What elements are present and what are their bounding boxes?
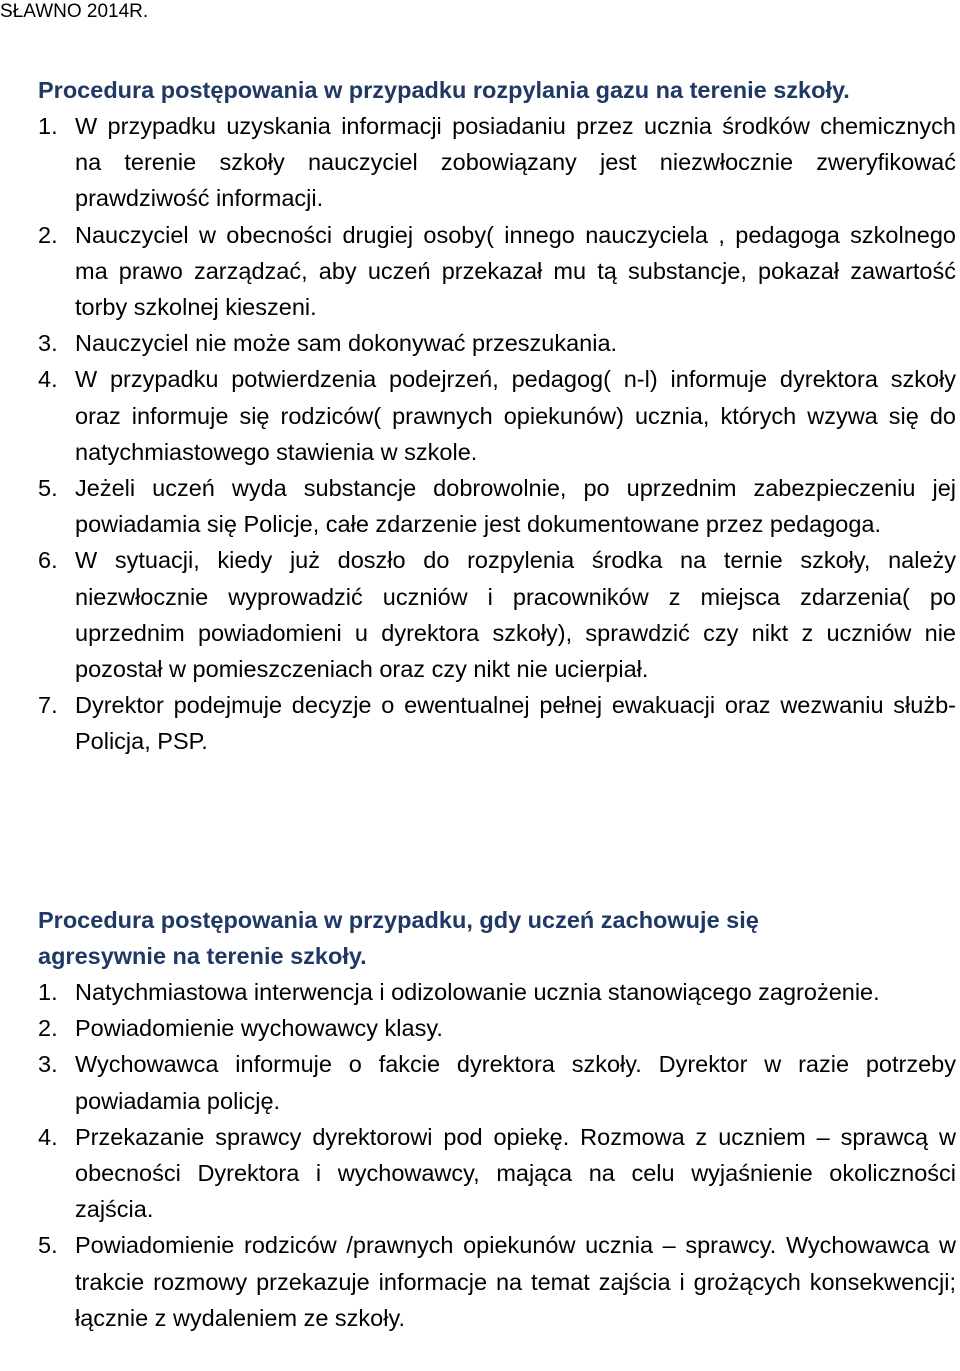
item-number: 5. — [38, 475, 58, 502]
list-item — [38, 687, 960, 759]
item-number: 5. — [38, 1232, 58, 1259]
list-item — [38, 361, 960, 470]
item-text: Dyrektor podejmuje decyzje o ewentualnej pełnej ewakuacji oraz wezwaniu służb- Policja, PSP. — [75, 692, 956, 755]
item-text: W przypadku uzyskania informacji posiadaniu przez ucznia środków chemicznych na terenie szkoły nauczyciel zobowiązany jest niezwłocznie zweryfikować prawdziwość informacji. — [75, 113, 956, 212]
item-number: 2. — [38, 221, 58, 248]
item-number: 1. — [38, 979, 58, 1005]
list-item — [38, 1227, 960, 1336]
item-number: 2. — [38, 1015, 58, 1042]
item-text: Nauczyciel nie może sam dokonywać przeszukania. — [75, 330, 618, 357]
item-number: 3. — [38, 330, 58, 357]
item-number: 4. — [38, 366, 58, 393]
list-item — [38, 325, 960, 361]
item-text: Powiadomienie wychowawcy klasy. — [75, 1015, 443, 1042]
procedure-steps-list — [38, 108, 960, 760]
list-item — [38, 1119, 960, 1228]
section-title-line: Procedura postępowania w przypadku rozpylania gazu na terenie szkoły. — [38, 77, 850, 103]
item-text: Nauczyciel w obecności drugiej osoby( innego nauczyciela , pedagoga szkolnego ma prawo zarządzać, aby uczeń przekazał mu tą substancje, pokazał zawartość torby szkolnej kieszeni. — [75, 221, 956, 321]
list-item — [38, 1046, 960, 1118]
item-number: 3. — [38, 1051, 58, 1078]
item-text: W przypadku potwierdzenia podejrzeń, pedagog( n-l) informuje dyrektora szkoły oraz informuje się rodziców( prawnych opiekunów) ucznia, których wzywa się do natychmiastowego stawienia w szkole. — [75, 366, 956, 465]
list-item — [38, 108, 960, 217]
list-item — [38, 542, 960, 687]
list-item — [38, 1010, 960, 1046]
section-title-line: agresywnie na terenie szkoły. — [38, 943, 367, 969]
item-text: Natychmiastowa interwencja i odizolowanie ucznia stanowiącego zagrożenie. — [75, 979, 880, 1005]
section-title — [38, 902, 960, 974]
procedure-aggressive-student — [38, 902, 960, 1336]
item-number: 1. — [38, 113, 58, 139]
item-text: Jeżeli uczeń wyda substancje dobrowolnie, po uprzednim zabezpieczeniu jej powiadamia się Policje, całe zdarzenie jest dokumentowane przez pedagoga. — [75, 475, 956, 538]
section-title — [38, 72, 960, 108]
list-item — [38, 217, 960, 326]
procedure-gas-spraying — [38, 72, 960, 760]
item-text: W sytuacji, kiedy już doszło do rozpylenia środka na ternie szkoły, należy niezwłocznie wyprowadzić uczniów i pracowników z miejsca zdarzenia( po uprzednim powiadomieni u dyrektora szkoły), sprawdzić czy nikt z uczniów nie pozostał w pomieszczeniach oraz czy nikt nie ucierpiał. — [75, 547, 956, 683]
procedure-steps-list — [38, 974, 960, 1336]
item-text: Powiadomienie rodziców /prawnych opiekunów ucznia – sprawcy. Wychowawca w trakcie rozmowy przekazuje informacje na temat zajścia i grożących konsekwencji; łącznie z wydaleniem ze szkoły. — [75, 1232, 956, 1331]
document-header: SŁAWNO 2014R. — [0, 1, 149, 22]
item-number: 7. — [38, 692, 58, 719]
list-item — [38, 470, 960, 542]
item-text: Wychowawca informuje o fakcie dyrektora szkoły. Dyrektor w razie potrzeby powiadamia policję. — [75, 1051, 956, 1114]
section-title-line: Procedura postępowania w przypadku, gdy uczeń zachowuje się — [38, 907, 759, 933]
list-item — [38, 974, 960, 1010]
item-number: 6. — [38, 547, 58, 574]
item-number: 4. — [38, 1123, 58, 1150]
item-text: Przekazanie sprawcy dyrektorowi pod opiekę. Rozmowa z uczniem – sprawcą w obecności Dyrektora i wychowawcy, mająca na celu wyjaśnienie okoliczności zajścia. — [75, 1123, 956, 1223]
